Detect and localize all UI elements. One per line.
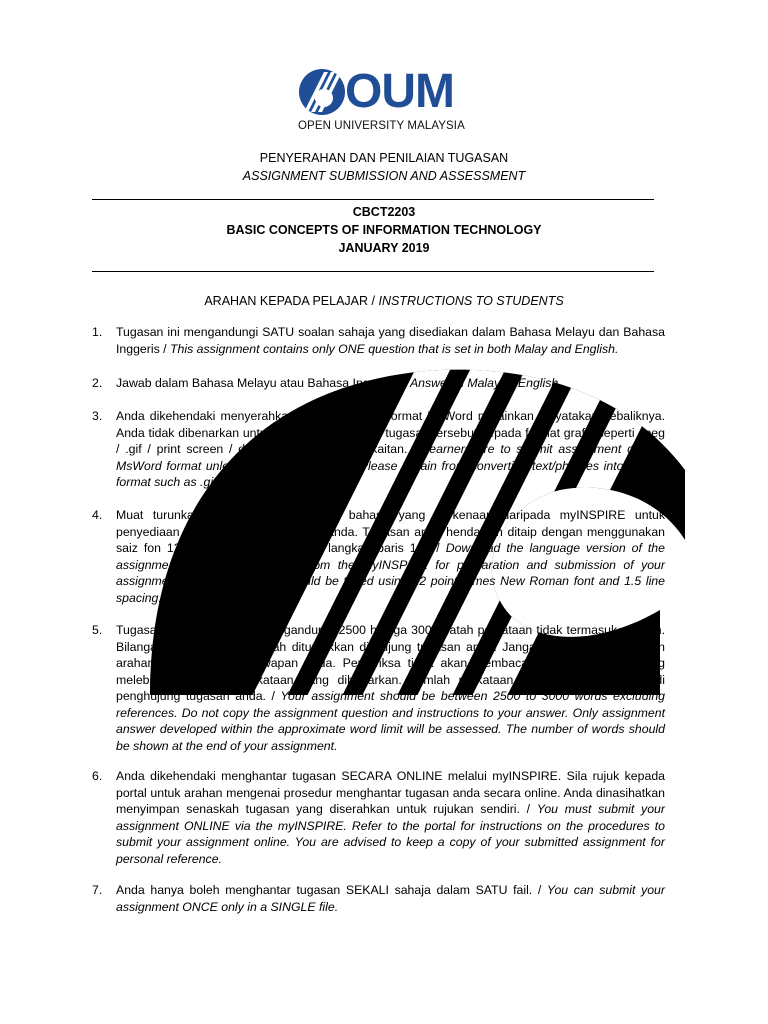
header-title-english: ASSIGNMENT SUBMISSION AND ASSESSMENT (242, 169, 526, 183)
course-code: CBCT2203 (352, 205, 416, 219)
item-text-malay: Anda hanya boleh menghantar tugasan SEKALI sahaja dalam SATU fail. / (116, 883, 547, 897)
item-text-malay: Anda dikehendaki menghantar tugasan SECARA ONLINE melalui myINSPIRE. Sila rujuk kepada portal untuk arahan mengenai prosedur menghantar tugasan anda secara online. Anda dinasihatkan menyimpan senaskah tugasan yang diserahkan untuk rujukan sendiri. / (116, 769, 665, 816)
logo-subtitle: OPEN UNIVERSITY MALAYSIA (298, 120, 465, 132)
semester: JANUARY 2019 (338, 241, 430, 255)
item-text-english: You can submit your assignment ONCE only in a SINGLE file. (116, 883, 665, 914)
item-text-malay: Jawab dalam Bahasa Melayu atau Bahasa Inggeris. / (116, 376, 410, 390)
divider-bottom (92, 271, 654, 272)
oum-logo (298, 65, 478, 138)
item-text-english: This assignment contains only ONE question that is set in both Malay and English. (170, 341, 619, 356)
item-text-malay: Tugasan ini mengandungi SATU soalan sahaja yang disediakan dalam Bahasa Melayu dan Bahasa Inggeris / (116, 325, 665, 356)
instructions-heading-malay: ARAHAN KEPADA PELAJAR / (204, 294, 379, 308)
item-text-english: Your assignment should be between 2500 to 3000 words excluding references. Do not copy the assignment question and instructions to your answer. Only assignment answer developed within the approximate word limit will be assessed. The number of words should be shown at the end of your assignment. (116, 689, 665, 753)
item-text-english: Answer in Malay or English. (409, 376, 562, 390)
oum-globe-icon (298, 68, 346, 116)
divider-top (92, 199, 654, 200)
course-name: BASIC CONCEPTS OF INFORMATION TECHNOLOGY (226, 223, 542, 237)
item-text-english: You must submit your assignment ONLINE via the myINSPIRE. Refer to the portal for instructions on the procedures to submit your assignment online. You are advised to keep a copy of your submitted assignment for personal reference. (116, 802, 665, 866)
logo-wordmark: OUM (345, 65, 454, 118)
header-title-malay: PENYERAHAN DAN PENILAIAN TUGASAN (259, 151, 509, 165)
item-number: 2. (92, 376, 103, 390)
instructions-heading (0, 294, 768, 308)
item-text-malay: Muat turunkan templat tugasan versi bahasa yang berkenaan daripada myINSPIRE untuk penyediaan dan penyerahan tugasan anda. Tugasan anda hendaklah ditaip dengan menggunakan saiz fon 12 Times New Roman dan langkau baris 1.5. / (116, 508, 665, 555)
item-text-english: Learners are to submit assignment only in MsWord format unless specified otherwise. Please refrain from converting text/phrases into picture format such as .gif / .jpeg / print screen / etc. (116, 442, 665, 489)
item-text-english: Download the language version of the assignment template concerned from the myINSPIRE for preparation and submission of your assignment. Your assignment should be typed using 12 point Times New Roman font and 1.5 line spacing. (116, 541, 665, 605)
item-number: 4. (92, 508, 103, 522)
item-number: 3. (92, 409, 103, 423)
item-text-malay: Tugasan anda hendaklah mengandungi 2500 hingga 3000 patah perkataan tidak termasuk rujukan. Bilangan perkataan hendaklah ditunjukkan di hujung tugasan anda. Jangan menyalin soalan dan arahan tugasan dalam jawapan anda. Pemeriksa tidak akan membaca jawapan tugasan yang melebihi had patah perkataan yang dibenarkan. Jumlah perkataan hendaklah dinyatakan di penghujung tugasan anda. / (116, 623, 665, 703)
item-number: 6. (92, 769, 103, 783)
item-number: 1. (92, 325, 103, 339)
item-text-malay: Anda dikehendaki menyerahkan tugasan dalam format MsWord melainkan dinyatakan sebaliknya. Anda tidak dibenarkan untuk menukar teks/frasa tugasan tersebut kepada format grafik seperti .jpeg / .gif / print screen / dan lain-lain format berkaitan. / (116, 409, 665, 456)
item-number: 5. (92, 623, 103, 637)
item-number: 7. (92, 883, 103, 897)
instructions-heading-english: INSTRUCTIONS TO STUDENTS (378, 294, 564, 308)
